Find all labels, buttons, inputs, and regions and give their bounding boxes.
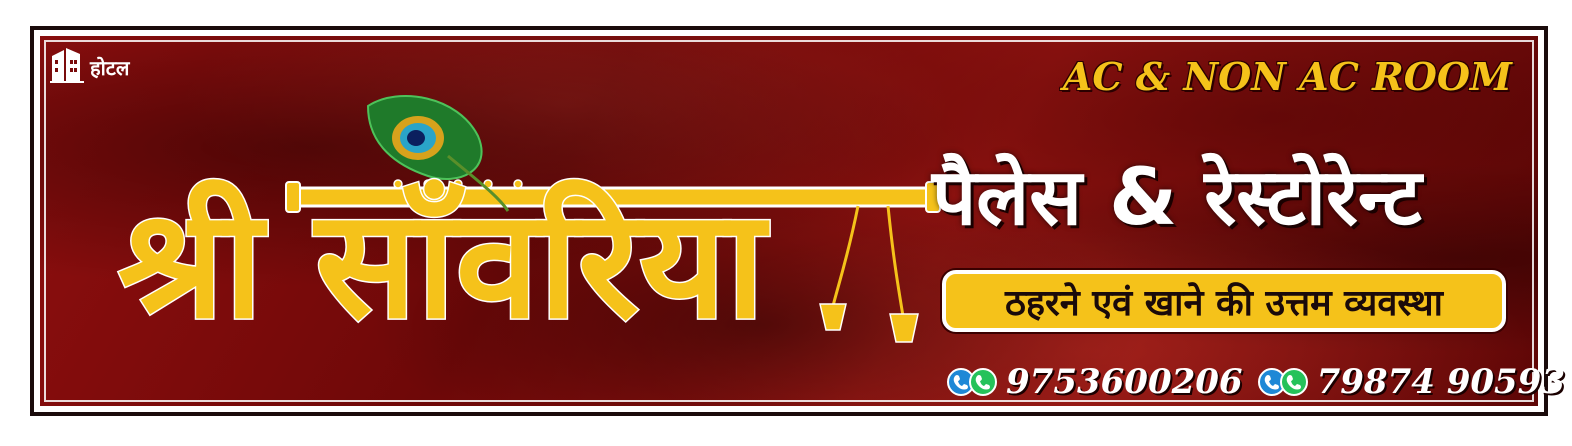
- ac-room-label: AC & NON AC ROOM: [1062, 54, 1512, 99]
- building-icon: [50, 46, 86, 88]
- phone-numbers: [946, 362, 1571, 402]
- palace-restaurant-title: पैलेस & रेस्टोरेन्ट: [932, 153, 1422, 243]
- phone-number-2[interactable]: 79874 90593: [1316, 362, 1565, 402]
- logo: [98, 76, 978, 406]
- phone-whatsapp-icon: [946, 366, 998, 398]
- phone-number-1[interactable]: 9753600206: [1006, 362, 1243, 402]
- logo-text: श्री साँवरिया: [118, 178, 765, 352]
- hotel-banner: [30, 26, 1565, 416]
- tagline-box: [942, 270, 1506, 332]
- banner-background: [40, 36, 1565, 406]
- hotel-label: होटल: [90, 55, 130, 80]
- tagline-text: ठहरने एवं खाने की उत्तम व्यवस्था: [1004, 282, 1443, 324]
- phone-whatsapp-icon: [1257, 366, 1309, 398]
